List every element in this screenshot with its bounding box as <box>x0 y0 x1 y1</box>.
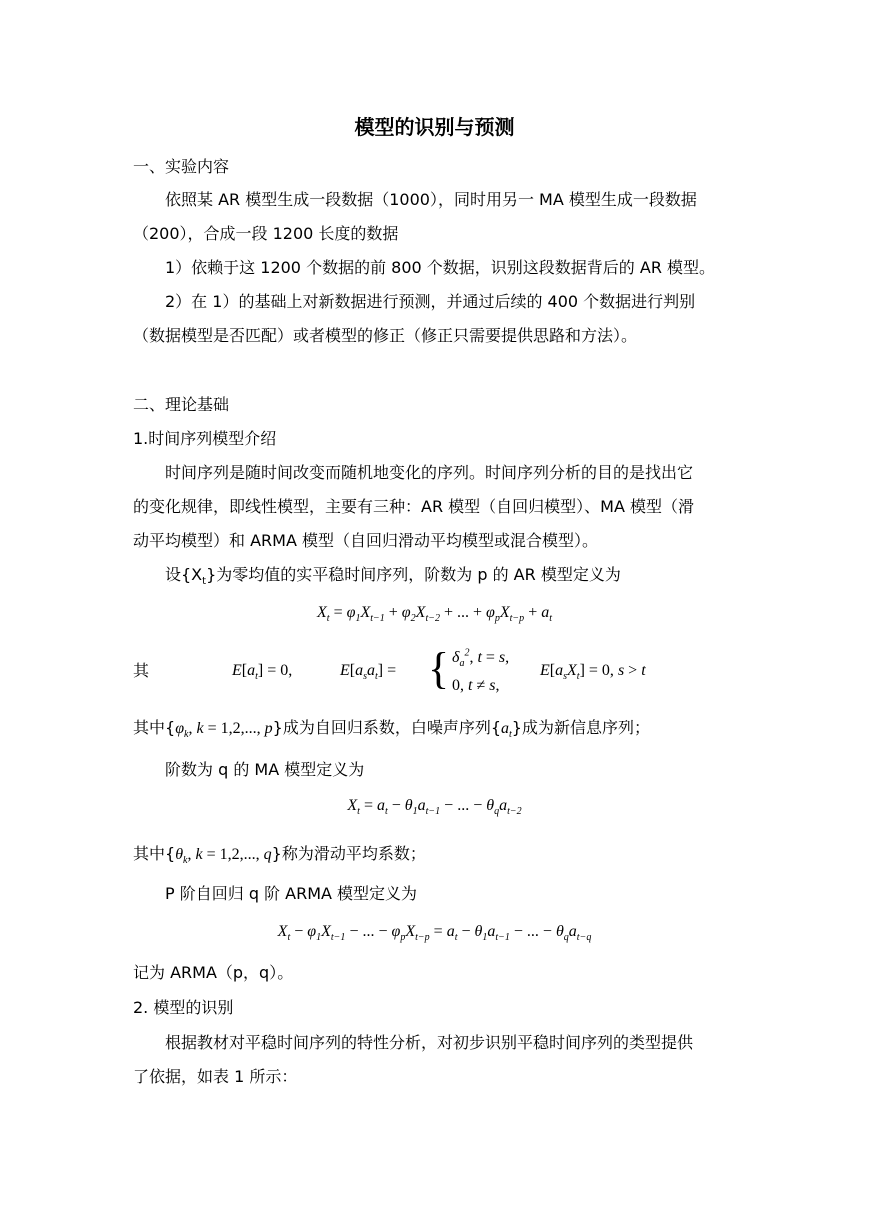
ar-coefficient-line: 其中{$\varphi_k$, k = 1,2,..., p}成为自回归系数，白噪声序列$\{a_t\}$成为新信息序列； <box>133 718 650 741</box>
condition-cross-zero: $E[a_sX_t] = 0$, s > t <box>540 662 646 683</box>
condition-case-1: $\delta_a^2$, t = s, <box>452 647 510 670</box>
ar-equation: $X_t = \varphi_1X_{t-1} + \varphi_2X_{t-2}$ + ... + $\varphi_pX_{t-p} + a_t$ <box>317 604 552 625</box>
section-1-heading: 一、实验内容 <box>133 157 230 176</box>
s2-paragraph-3-line-1: 根据教材对平稳时间序列的特性分析，对初步识别平稳时间序列的类型提供 <box>165 1033 694 1052</box>
s1-paragraph-line-1: 依照某 AR 模型生成一段数据（1000），同时用另一 MA 模型生成一段数据 <box>165 190 697 209</box>
subsection-2-heading: 2. 模型的识别 <box>133 998 234 1017</box>
cases-brace: { <box>428 644 450 693</box>
s2-paragraph-line-2: 的变化规律，即线性模型，主要有三种：AR 模型（自回归模型）、MA 模型（滑 <box>133 497 694 516</box>
qi-label: 其 <box>133 661 150 680</box>
arma-definition-intro: P 阶自回归 q 阶 ARMA 模型定义为 <box>165 884 418 903</box>
s1-paragraph-line-2: （200），合成一段 1200 长度的数据 <box>133 224 399 243</box>
s1-item-2-line-1: 2）在 1）的基础上对新数据进行预测，并通过后续的 400 个数据进行判别 <box>165 292 696 311</box>
doc-title: 模型的识别与预测 <box>354 115 515 139</box>
ar-definition-intro: 设$\{X_t\}$为零均值的实平稳时间序列，阶数为 p 的 AR 模型定义为 <box>165 565 621 588</box>
ma-equation: $X_t = a_t - \theta_1a_{t-1}$ − ... − $\theta_qa_{t-2}$ <box>347 797 522 818</box>
s1-item-1: 1）依赖于这 1200 个数据的前 800 个数据，识别这段数据背后的 AR 模型。 <box>165 258 716 277</box>
arma-note: 记为 ARMA（p，q）。 <box>133 963 294 982</box>
s2-paragraph-3-line-2: 了依据，如表 1 所示： <box>133 1067 298 1086</box>
ma-definition-intro: 阶数为 q 的 MA 模型定义为 <box>165 760 365 779</box>
subsection-1-heading: 1.时间序列模型介绍 <box>133 429 277 448</box>
condition-mean-zero: $E[a_t] = 0$, <box>232 662 293 683</box>
s1-item-2-line-2: （数据模型是否匹配）或者模型的修正（修正只需要提供思路和方法）。 <box>133 326 638 345</box>
ma-coefficient-line: 其中{$\theta_k$, k = 1,2,..., q}称为滑动平均系数； <box>133 844 426 867</box>
section-2-heading: 二、理论基础 <box>133 395 230 414</box>
s2-paragraph-line-1: 时间序列是随时间改变而随机地变化的序列。时间序列分析的目的是找出它 <box>165 463 694 482</box>
arma-equation: $X_t - \varphi_1X_{t-1}$ − ... − $\varphi_pX_{t-p} = a_t - \theta_1a_{t-1}$ − ... − $\theta_qa_{t-q}$ <box>277 923 592 944</box>
condition-covariance-lhs: $E[a_sa_t]$ = <box>340 662 397 683</box>
condition-case-2: 0, t ≠ s, <box>452 677 500 694</box>
s2-paragraph-line-3: 动平均模型）和 ARMA 模型（自回归滑动平均模型或混合模型）。 <box>133 531 598 550</box>
